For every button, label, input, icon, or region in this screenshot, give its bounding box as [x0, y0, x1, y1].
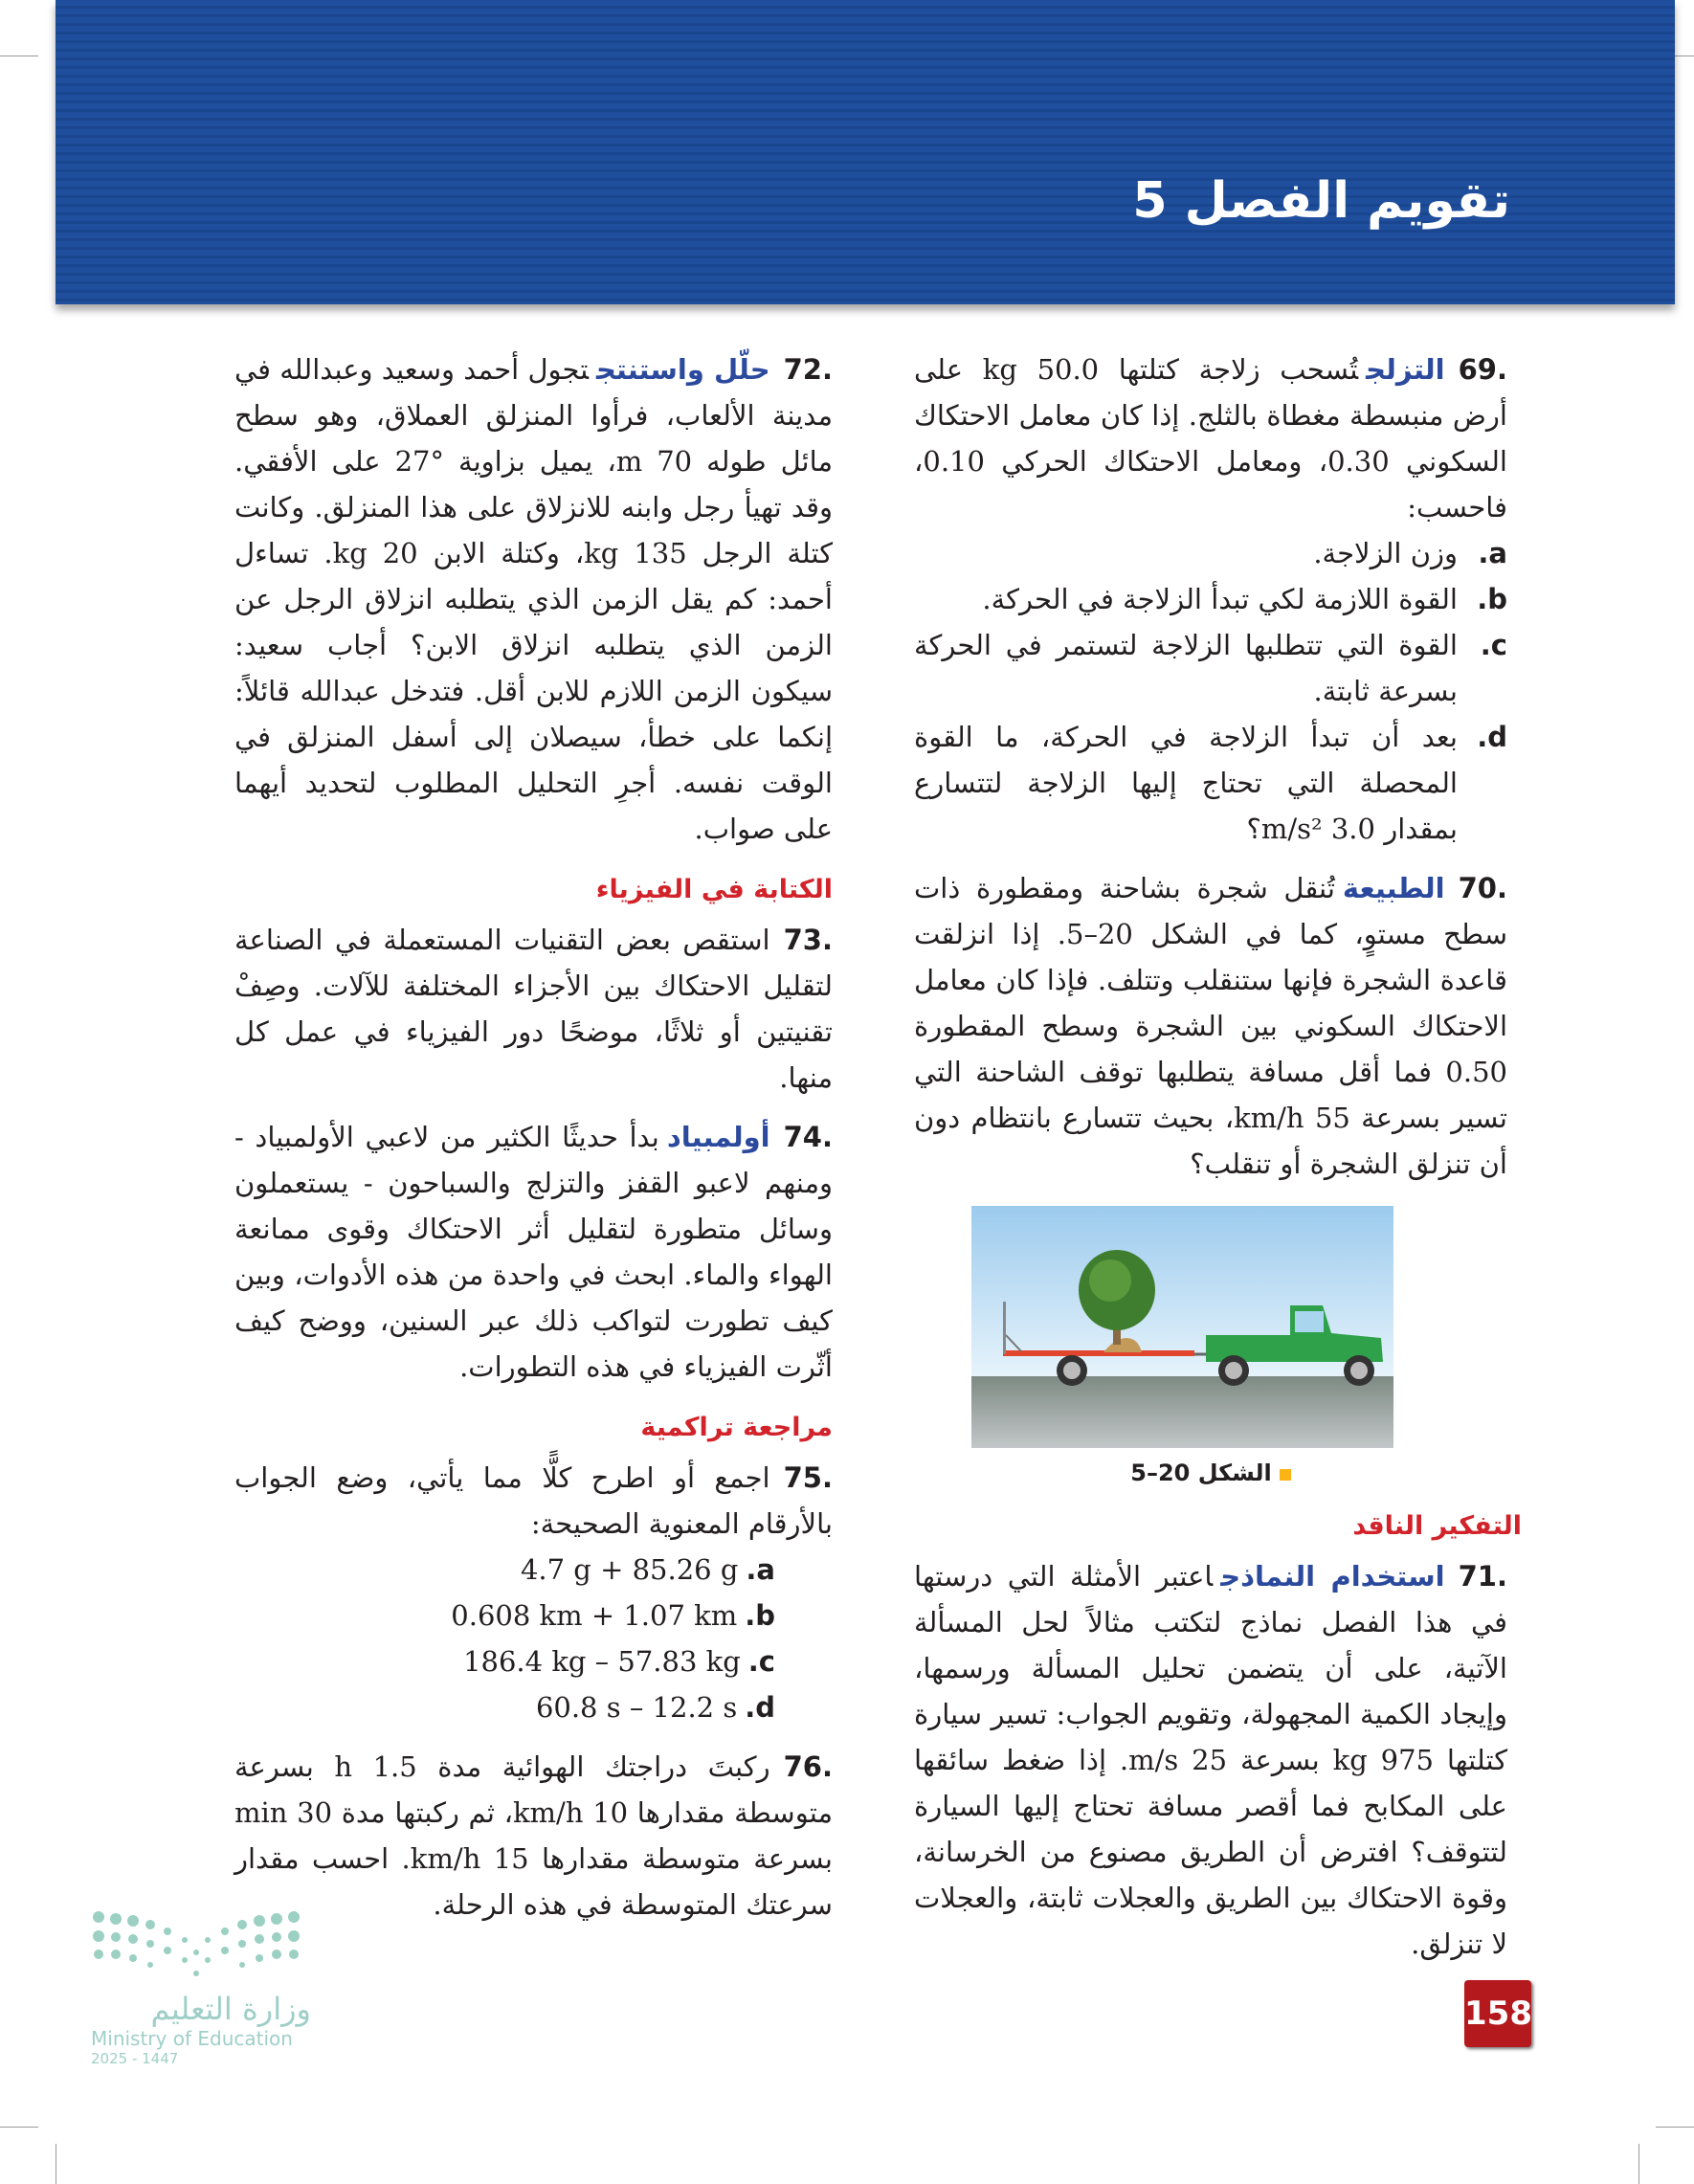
logo-arabic-text: وزارة التعليم [150, 1991, 311, 2027]
question-text: استقص بعض التقنيات المستعملة في الصناعة لتقليل الاحتكاك بين الأجزاء المختلفة للآلات. وصِفْ تقنيتين أو ثلاثًا، موضحًا دور الفيزياء في عمل كل منها. [234, 924, 833, 1094]
question-text: بدأ حديثًا الكثير من لاعبي الأولمبياد - ومنهم لاعبو القفز والتزلج والسباحون - يستعملون وسائل متطورة لتقليل أثر الاحتكاك وقوى ممانعة الهواء والماء. ابحث في واحدة من هذه الأدوات، وبين كيف تطورت لتواكب ذلك عبر السنين، ووضح كيف أثّرت الفيزياء في هذه التطورات. [234, 1121, 833, 1383]
sub-text: بعد أن تبدأ الزلاجة في الحركة، ما القوة المحصلة التي تحتاج إليها الزلاجة لتتسارع بمقدار 3.0 m/s²؟ [914, 721, 1458, 845]
question-number: .72 [783, 353, 833, 386]
caption-bullet-icon [1280, 1469, 1291, 1481]
crop-mark [0, 2127, 38, 2128]
sub-label: .d [745, 1691, 775, 1724]
sub-text: القوة التي تتطلبها الزلاجة لتستمر في الحركة بسرعة ثابتة. [914, 629, 1458, 707]
ministry-logo [91, 1909, 311, 2067]
sub-label: .b [745, 1599, 775, 1632]
question-number: .75 [783, 1461, 833, 1494]
sub-label: a. [1478, 537, 1507, 569]
left-column [234, 346, 833, 1941]
figure-caption [914, 1454, 1507, 1492]
sub-label: d. [1477, 721, 1507, 753]
question-keyword: التزلج [1366, 353, 1445, 386]
question-70 [914, 865, 1507, 1187]
page-number: 158 [1464, 1980, 1531, 2047]
question-72 [234, 346, 833, 852]
question-71 [914, 1553, 1507, 1967]
crop-mark [1638, 2144, 1639, 2184]
figure-truck-trailer-tree [971, 1206, 1393, 1448]
question-text: اعتبر الأمثلة التي درستها في هذا الفصل نماذج لتكتب مثالاً لحل المسألة الآتية، على أن يتضمن تحليل المسألة ورسمها، وإيجاد الكمية المجهولة، وتقويم الجواب: تسير سيارة كتلتها 975 kg بسرعة 25 m/s. إذا ضغط سائقها على المكابح فما أقصر مسافة تحتاج إليها السيارة لتتوقف؟ افترض أن الطريق مصنوع من الخرسانة، وقوة الاحتكاك بين الطريق والعجلات ثابتة، والعجلات لا تنزلق. [914, 1560, 1508, 1960]
sub-item [234, 1684, 833, 1730]
question-text: تُسحب زلاجة كتلتها 50.0 kg على أرض منبسطة مغطاة بالثلج. إذا كان معامل الاحتكاك السكوني 0.30، ومعامل الاحتكاك الحركي 0.10، فاحسب: [914, 353, 1507, 524]
sub-label: b. [1477, 583, 1507, 615]
logo-dots-icon [91, 1909, 301, 1981]
sub-text: 0.608 km + 1.07 km [451, 1599, 738, 1632]
sub-label: .c [747, 1645, 775, 1678]
question-text: تجول أحمد وسعيد وعبدالله في مدينة الألعاب، فرأوا المنزلق العملاق، وهو سطح مائل طوله 70 m، يميل بزاوية °27 على الأفقي. وقد تهيأ رجل وابنه للانزلاق على هذا المنزلق. وكانت كتلة الرجل 135 kg، وكتلة الابن 20 kg. تساءل أحمد: كم يقل الزمن الذي يتطلبه انزلاق الرجل عن الزمن الذي يتطلبه انزلاق الابن؟ أجاب سعيد: سيكون الزمن اللازم للابن أقل. فتدخل عبدالله قائلاً: إنكما على خطأ، سيصلان إلى أسفل المنزلق في الوقت نفسه. أجرِ التحليل المطلوب لتحديد أيهما على صواب. [234, 353, 834, 845]
chapter-header-band [56, 0, 1675, 304]
question-75 [234, 1455, 833, 1547]
question-text: اجمع أو اطرح كلًّا مما يأتي، وضع الجواب بالأرقام المعنوية الصحيحة: [234, 1461, 833, 1540]
question-76 [234, 1744, 833, 1928]
question-number: .76 [783, 1750, 834, 1783]
question-75-items [234, 1547, 833, 1730]
question-keyword: حلّل واستنتج [595, 353, 770, 386]
sub-item [234, 1547, 833, 1593]
sub-text: وزن الزلاجة. [1313, 537, 1458, 569]
sub-item [914, 576, 1507, 622]
sub-text: 60.8 s – 12.2 s [535, 1691, 738, 1724]
sub-item [914, 530, 1507, 576]
question-number: .71 [1458, 1560, 1507, 1593]
sub-item [914, 714, 1507, 852]
sub-text: القوة اللازمة لكي تبدأ الزلاجة في الحركة. [982, 583, 1458, 615]
section-heading-cumulative-review: مراجعة تراكمية [640, 1413, 833, 1442]
question-text: ركبتَ دراجتك الهوائية مدة 1.5 h بسرعة متوسطة مقدارها 10 km/h، ثم ركبتها مدة 30 min بسرعة متوسطة مقدارها 15 km/h. احسب مقدار سرعتك المتوسطة في هذه الرحلة. [234, 1750, 834, 1921]
right-column [914, 346, 1532, 2047]
question-number: .74 [783, 1121, 833, 1153]
question-74 [234, 1114, 833, 1390]
logo-english-text: Ministry of Education [91, 2027, 293, 2050]
sub-text: 186.4 kg – 57.83 kg [463, 1645, 741, 1678]
sub-item [234, 1638, 833, 1684]
question-number: .69 [1458, 353, 1507, 386]
question-69 [914, 346, 1507, 852]
question-text: تُنقل شجرة بشاحنة ومقطورة ذات سطح مستوٍ، كما في الشكل 20–5. إذا انزلقت قاعدة الشجرة فإنها ستنقلب وتتلف. فإذا كان معامل الاحتكاك السكوني بين الشجرة وسطح المقطورة 0.50 فما أقل مسافة يتطلبها توقف الشاحنة التي تسير بسرعة 55 km/h، بحيث تتسارع بانتظام دون أن تنزلق الشجرة أو تنقلب؟ [914, 872, 1507, 1180]
question-number: .73 [783, 924, 833, 956]
sub-item [914, 622, 1507, 714]
crop-mark [1656, 2127, 1694, 2128]
sub-label: c. [1480, 629, 1507, 661]
section-heading-writing-in-physics: الكتابة في الفيزياء [595, 875, 833, 904]
logo-year: 2025 - 1447 [91, 2050, 179, 2067]
caption-text: الشكل 20–5 [1130, 1460, 1272, 1486]
sub-label: .a [746, 1553, 775, 1586]
question-keyword: استخدام النماذج [1220, 1560, 1445, 1593]
sub-text: 4.7 g + 85.26 g [520, 1553, 739, 1586]
question-keyword: الطبيعة [1342, 872, 1445, 904]
sub-item [234, 1593, 833, 1638]
chapter-title: تقويم الفصل 5 [1132, 172, 1510, 230]
question-73 [234, 917, 833, 1101]
question-number: .70 [1458, 872, 1507, 904]
question-keyword: أولمبياد [666, 1121, 770, 1153]
section-heading-critical-thinking: التفكير الناقد [1352, 1511, 1522, 1541]
